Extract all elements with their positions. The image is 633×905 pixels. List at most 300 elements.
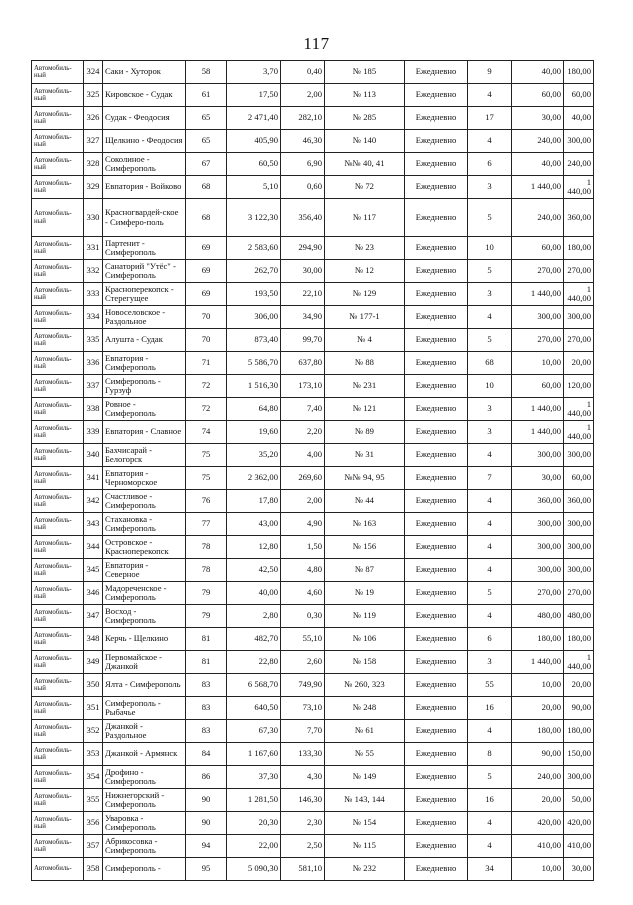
frequency-cell: Ежедневно <box>405 490 468 513</box>
trip-number-cell: № 185 <box>325 61 405 84</box>
amount-cell: 173,10 <box>281 375 325 398</box>
distance-cell: 81 <box>186 651 227 674</box>
cost-cell: 300,00 <box>512 306 564 329</box>
volume-cell: 35,20 <box>227 444 281 467</box>
trip-number-cell: №№ 94, 95 <box>325 467 405 490</box>
amount-cell: 1,50 <box>281 536 325 559</box>
total-cell: 60,00 <box>564 84 594 107</box>
route-name-cell: Судак - Феодосия <box>103 107 186 130</box>
route-name-cell: Алушта - Судак <box>103 329 186 352</box>
trip-number-cell: № 143, 144 <box>325 789 405 812</box>
amount-cell: 4,80 <box>281 559 325 582</box>
quantity-cell: 4 <box>468 306 512 329</box>
cost-cell: 30,00 <box>512 107 564 130</box>
amount-cell: 55,10 <box>281 628 325 651</box>
volume-cell: 405,90 <box>227 130 281 153</box>
row-number-cell: 340 <box>84 444 103 467</box>
volume-cell: 6 568,70 <box>227 674 281 697</box>
frequency-cell: Ежедневно <box>405 329 468 352</box>
row-number-cell: 330 <box>84 199 103 237</box>
volume-cell: 17,80 <box>227 490 281 513</box>
volume-cell: 2 471,40 <box>227 107 281 130</box>
quantity-cell: 55 <box>468 674 512 697</box>
total-cell: 300,00 <box>564 306 594 329</box>
transport-type-cell: Автомобиль-ный <box>32 835 84 858</box>
frequency-cell: Ежедневно <box>405 444 468 467</box>
total-cell: 1 440,00 <box>564 283 594 306</box>
row-number-cell: 324 <box>84 61 103 84</box>
cost-cell: 60,00 <box>512 84 564 107</box>
quantity-cell: 4 <box>468 444 512 467</box>
amount-cell: 749,90 <box>281 674 325 697</box>
cost-cell: 20,00 <box>512 697 564 720</box>
total-cell: 1 440,00 <box>564 176 594 199</box>
frequency-cell: Ежедневно <box>405 812 468 835</box>
frequency-cell: Ежедневно <box>405 306 468 329</box>
quantity-cell: 4 <box>468 490 512 513</box>
route-name-cell: Евпатория - Славное <box>103 421 186 444</box>
trip-number-cell: № 115 <box>325 835 405 858</box>
amount-cell: 269,60 <box>281 467 325 490</box>
volume-cell: 482,70 <box>227 628 281 651</box>
frequency-cell: Ежедневно <box>405 559 468 582</box>
total-cell: 90,00 <box>564 697 594 720</box>
row-number-cell: 336 <box>84 352 103 375</box>
distance-cell: 70 <box>186 329 227 352</box>
routes-table <box>31 60 594 881</box>
transport-type-cell: Автомобиль-ный <box>32 789 84 812</box>
transport-type-cell: Автомобиль-ный <box>32 766 84 789</box>
distance-cell: 81 <box>186 628 227 651</box>
frequency-cell: Ежедневно <box>405 766 468 789</box>
quantity-cell: 4 <box>468 605 512 628</box>
distance-cell: 83 <box>186 674 227 697</box>
volume-cell: 64,80 <box>227 398 281 421</box>
amount-cell: 0,40 <box>281 61 325 84</box>
table-row <box>32 352 594 375</box>
trip-number-cell: № 87 <box>325 559 405 582</box>
transport-type-cell: Автомобиль- <box>32 858 84 881</box>
cost-cell: 300,00 <box>512 513 564 536</box>
quantity-cell: 5 <box>468 329 512 352</box>
trip-number-cell: № 72 <box>325 176 405 199</box>
distance-cell: 69 <box>186 283 227 306</box>
row-number-cell: 352 <box>84 720 103 743</box>
transport-type-cell: Автомобиль-ный <box>32 199 84 237</box>
volume-cell: 5 586,70 <box>227 352 281 375</box>
frequency-cell: Ежедневно <box>405 582 468 605</box>
transport-type-cell: Автомобиль-ный <box>32 651 84 674</box>
route-name-cell: Дрофино - Симферополь <box>103 766 186 789</box>
trip-number-cell: № 31 <box>325 444 405 467</box>
volume-cell: 42,50 <box>227 559 281 582</box>
distance-cell: 90 <box>186 812 227 835</box>
route-name-cell: Партенит - Симферополь <box>103 237 186 260</box>
trip-number-cell: №№ 40, 41 <box>325 153 405 176</box>
total-cell: 300,00 <box>564 559 594 582</box>
transport-type-cell: Автомобиль-ный <box>32 743 84 766</box>
amount-cell: 4,90 <box>281 513 325 536</box>
row-number-cell: 350 <box>84 674 103 697</box>
table-row <box>32 398 594 421</box>
volume-cell: 640,50 <box>227 697 281 720</box>
quantity-cell: 4 <box>468 812 512 835</box>
frequency-cell: Ежедневно <box>405 398 468 421</box>
route-name-cell: Нижнегорский - Симферополь <box>103 789 186 812</box>
distance-cell: 69 <box>186 260 227 283</box>
frequency-cell: Ежедневно <box>405 467 468 490</box>
quantity-cell: 68 <box>468 352 512 375</box>
transport-type-cell: Автомобиль-ный <box>32 352 84 375</box>
route-name-cell: Соколиное - Симферополь <box>103 153 186 176</box>
row-number-cell: 357 <box>84 835 103 858</box>
volume-cell: 22,00 <box>227 835 281 858</box>
total-cell: 150,00 <box>564 743 594 766</box>
volume-cell: 40,00 <box>227 582 281 605</box>
trip-number-cell: № 106 <box>325 628 405 651</box>
total-cell: 180,00 <box>564 61 594 84</box>
trip-number-cell: № 121 <box>325 398 405 421</box>
trip-number-cell: № 232 <box>325 858 405 881</box>
quantity-cell: 6 <box>468 153 512 176</box>
total-cell: 270,00 <box>564 260 594 283</box>
amount-cell: 146,30 <box>281 789 325 812</box>
row-number-cell: 345 <box>84 559 103 582</box>
transport-type-cell: Автомобиль-ный <box>32 582 84 605</box>
volume-cell: 3 122,30 <box>227 199 281 237</box>
quantity-cell: 4 <box>468 835 512 858</box>
total-cell: 20,00 <box>564 352 594 375</box>
transport-type-cell: Автомобиль-ный <box>32 329 84 352</box>
route-name-cell: Ровное - Симферополь <box>103 398 186 421</box>
transport-type-cell: Автомобиль-ный <box>32 605 84 628</box>
trip-number-cell: № 177-1 <box>325 306 405 329</box>
table-row <box>32 743 594 766</box>
row-number-cell: 333 <box>84 283 103 306</box>
amount-cell: 6,90 <box>281 153 325 176</box>
frequency-cell: Ежедневно <box>405 375 468 398</box>
cost-cell: 360,00 <box>512 490 564 513</box>
row-number-cell: 341 <box>84 467 103 490</box>
amount-cell: 282,10 <box>281 107 325 130</box>
frequency-cell: Ежедневно <box>405 674 468 697</box>
amount-cell: 2,20 <box>281 421 325 444</box>
distance-cell: 79 <box>186 582 227 605</box>
route-name-cell: Керчь - Щелкино <box>103 628 186 651</box>
cost-cell: 240,00 <box>512 766 564 789</box>
transport-type-cell: Автомобиль-ный <box>32 107 84 130</box>
trip-number-cell: № 154 <box>325 812 405 835</box>
transport-type-cell: Автомобиль-ный <box>32 237 84 260</box>
volume-cell: 262,70 <box>227 260 281 283</box>
amount-cell: 73,10 <box>281 697 325 720</box>
row-number-cell: 331 <box>84 237 103 260</box>
route-name-cell: Новоселовское - Раздольное <box>103 306 186 329</box>
quantity-cell: 4 <box>468 559 512 582</box>
quantity-cell: 3 <box>468 398 512 421</box>
total-cell: 270,00 <box>564 329 594 352</box>
frequency-cell: Ежедневно <box>405 153 468 176</box>
transport-type-cell: Автомобиль-ный <box>32 490 84 513</box>
volume-cell: 2 583,60 <box>227 237 281 260</box>
route-name-cell: Симферополь - <box>103 858 186 881</box>
row-number-cell: 355 <box>84 789 103 812</box>
amount-cell: 99,70 <box>281 329 325 352</box>
distance-cell: 94 <box>186 835 227 858</box>
transport-type-cell: Автомобиль-ный <box>32 697 84 720</box>
cost-cell: 20,00 <box>512 789 564 812</box>
page-number: 117 <box>303 34 330 53</box>
transport-type-cell: Автомобиль-ный <box>32 398 84 421</box>
quantity-cell: 4 <box>468 513 512 536</box>
cost-cell: 1 440,00 <box>512 421 564 444</box>
route-name-cell: Евпатория - Войково <box>103 176 186 199</box>
row-number-cell: 349 <box>84 651 103 674</box>
table-row <box>32 812 594 835</box>
table-row <box>32 84 594 107</box>
distance-cell: 74 <box>186 421 227 444</box>
amount-cell: 637,80 <box>281 352 325 375</box>
quantity-cell: 16 <box>468 789 512 812</box>
quantity-cell: 5 <box>468 199 512 237</box>
table-row <box>32 237 594 260</box>
distance-cell: 90 <box>186 789 227 812</box>
row-number-cell: 347 <box>84 605 103 628</box>
frequency-cell: Ежедневно <box>405 176 468 199</box>
quantity-cell: 5 <box>468 582 512 605</box>
distance-cell: 83 <box>186 720 227 743</box>
trip-number-cell: № 4 <box>325 329 405 352</box>
transport-type-cell: Автомобиль-ный <box>32 513 84 536</box>
frequency-cell: Ежедневно <box>405 237 468 260</box>
frequency-cell: Ежедневно <box>405 84 468 107</box>
quantity-cell: 8 <box>468 743 512 766</box>
table-row <box>32 559 594 582</box>
amount-cell: 2,00 <box>281 84 325 107</box>
volume-cell: 306,00 <box>227 306 281 329</box>
row-number-cell: 338 <box>84 398 103 421</box>
trip-number-cell: № 119 <box>325 605 405 628</box>
volume-cell: 5 090,30 <box>227 858 281 881</box>
cost-cell: 1 440,00 <box>512 176 564 199</box>
distance-cell: 95 <box>186 858 227 881</box>
table-row <box>32 582 594 605</box>
table-row <box>32 858 594 881</box>
cost-cell: 270,00 <box>512 260 564 283</box>
row-number-cell: 358 <box>84 858 103 881</box>
table-row <box>32 153 594 176</box>
distance-cell: 78 <box>186 559 227 582</box>
frequency-cell: Ежедневно <box>405 651 468 674</box>
table-row <box>32 130 594 153</box>
amount-cell: 294,90 <box>281 237 325 260</box>
volume-cell: 17,50 <box>227 84 281 107</box>
table-row <box>32 835 594 858</box>
table-row <box>32 766 594 789</box>
amount-cell: 2,00 <box>281 490 325 513</box>
table-row <box>32 329 594 352</box>
amount-cell: 4,00 <box>281 444 325 467</box>
trip-number-cell: № 248 <box>325 697 405 720</box>
quantity-cell: 17 <box>468 107 512 130</box>
table-row <box>32 199 594 237</box>
transport-type-cell: Автомобиль-ный <box>32 130 84 153</box>
table-row <box>32 467 594 490</box>
row-number-cell: 351 <box>84 697 103 720</box>
row-number-cell: 348 <box>84 628 103 651</box>
transport-type-cell: Автомобиль-ный <box>32 628 84 651</box>
row-number-cell: 344 <box>84 536 103 559</box>
table-row <box>32 260 594 283</box>
volume-cell: 1 167,60 <box>227 743 281 766</box>
trip-number-cell: № 88 <box>325 352 405 375</box>
row-number-cell: 337 <box>84 375 103 398</box>
cost-cell: 300,00 <box>512 536 564 559</box>
quantity-cell: 16 <box>468 697 512 720</box>
distance-cell: 71 <box>186 352 227 375</box>
cost-cell: 10,00 <box>512 858 564 881</box>
distance-cell: 83 <box>186 697 227 720</box>
transport-type-cell: Автомобиль-ный <box>32 84 84 107</box>
route-name-cell: Первомайское - Джанкой <box>103 651 186 674</box>
table-row <box>32 536 594 559</box>
route-name-cell: Евпатория - Северное <box>103 559 186 582</box>
amount-cell: 7,70 <box>281 720 325 743</box>
trip-number-cell: № 285 <box>325 107 405 130</box>
frequency-cell: Ежедневно <box>405 283 468 306</box>
amount-cell: 2,30 <box>281 812 325 835</box>
trip-number-cell: № 19 <box>325 582 405 605</box>
row-number-cell: 353 <box>84 743 103 766</box>
distance-cell: 72 <box>186 398 227 421</box>
quantity-cell: 3 <box>468 283 512 306</box>
table-row <box>32 490 594 513</box>
volume-cell: 5,10 <box>227 176 281 199</box>
total-cell: 20,00 <box>564 674 594 697</box>
volume-cell: 12,80 <box>227 536 281 559</box>
frequency-cell: Ежедневно <box>405 513 468 536</box>
quantity-cell: 5 <box>468 260 512 283</box>
route-name-cell: Бахчисарай - Белогорск <box>103 444 186 467</box>
frequency-cell: Ежедневно <box>405 835 468 858</box>
volume-cell: 2 362,00 <box>227 467 281 490</box>
distance-cell: 78 <box>186 536 227 559</box>
route-name-cell: Симферополь - Рыбачье <box>103 697 186 720</box>
row-number-cell: 339 <box>84 421 103 444</box>
distance-cell: 68 <box>186 199 227 237</box>
amount-cell: 2,60 <box>281 651 325 674</box>
cost-cell: 1 440,00 <box>512 398 564 421</box>
amount-cell: 581,10 <box>281 858 325 881</box>
amount-cell: 2,50 <box>281 835 325 858</box>
frequency-cell: Ежедневно <box>405 628 468 651</box>
frequency-cell: Ежедневно <box>405 130 468 153</box>
quantity-cell: 4 <box>468 536 512 559</box>
frequency-cell: Ежедневно <box>405 260 468 283</box>
volume-cell: 1 281,50 <box>227 789 281 812</box>
table-row <box>32 306 594 329</box>
total-cell: 270,00 <box>564 582 594 605</box>
volume-cell: 37,30 <box>227 766 281 789</box>
route-name-cell: Джанкой - Раздольное <box>103 720 186 743</box>
transport-type-cell: Автомобиль-ный <box>32 674 84 697</box>
amount-cell: 30,00 <box>281 260 325 283</box>
total-cell: 50,00 <box>564 789 594 812</box>
table-row <box>32 61 594 84</box>
row-number-cell: 334 <box>84 306 103 329</box>
trip-number-cell: № 117 <box>325 199 405 237</box>
quantity-cell: 3 <box>468 176 512 199</box>
cost-cell: 40,00 <box>512 153 564 176</box>
route-name-cell: Санаторий "Утёс" - Симферополь <box>103 260 186 283</box>
total-cell: 40,00 <box>564 107 594 130</box>
row-number-cell: 328 <box>84 153 103 176</box>
volume-cell: 3,70 <box>227 61 281 84</box>
distance-cell: 86 <box>186 766 227 789</box>
row-number-cell: 332 <box>84 260 103 283</box>
total-cell: 360,00 <box>564 199 594 237</box>
row-number-cell: 342 <box>84 490 103 513</box>
trip-number-cell: № 156 <box>325 536 405 559</box>
cost-cell: 300,00 <box>512 444 564 467</box>
row-number-cell: 325 <box>84 84 103 107</box>
amount-cell: 133,30 <box>281 743 325 766</box>
quantity-cell: 4 <box>468 720 512 743</box>
transport-type-cell: Автомобиль-ный <box>32 306 84 329</box>
frequency-cell: Ежедневно <box>405 697 468 720</box>
trip-number-cell: № 158 <box>325 651 405 674</box>
trip-number-cell: № 23 <box>325 237 405 260</box>
total-cell: 180,00 <box>564 237 594 260</box>
volume-cell: 43,00 <box>227 513 281 536</box>
distance-cell: 75 <box>186 444 227 467</box>
volume-cell: 2,80 <box>227 605 281 628</box>
cost-cell: 60,00 <box>512 375 564 398</box>
distance-cell: 68 <box>186 176 227 199</box>
distance-cell: 65 <box>186 107 227 130</box>
route-name-cell: Абрикосовка - Симферополь <box>103 835 186 858</box>
route-name-cell: Симферополь - Гурзуф <box>103 375 186 398</box>
table-row <box>32 176 594 199</box>
amount-cell: 4,30 <box>281 766 325 789</box>
quantity-cell: 5 <box>468 766 512 789</box>
total-cell: 180,00 <box>564 720 594 743</box>
route-name-cell: Ялта - Симферополь <box>103 674 186 697</box>
route-name-cell: Восход - Симферополь <box>103 605 186 628</box>
route-name-cell: Красногвардей-ское - Симферо-поль <box>103 199 186 237</box>
cost-cell: 60,00 <box>512 237 564 260</box>
cost-cell: 10,00 <box>512 674 564 697</box>
transport-type-cell: Автомобиль-ный <box>32 720 84 743</box>
amount-cell: 46,30 <box>281 130 325 153</box>
row-number-cell: 356 <box>84 812 103 835</box>
trip-number-cell: № 61 <box>325 720 405 743</box>
trip-number-cell: № 44 <box>325 490 405 513</box>
table-row <box>32 651 594 674</box>
total-cell: 480,00 <box>564 605 594 628</box>
transport-type-cell: Автомобиль-ный <box>32 421 84 444</box>
table-row <box>32 628 594 651</box>
frequency-cell: Ежедневно <box>405 720 468 743</box>
volume-cell: 873,40 <box>227 329 281 352</box>
total-cell: 300,00 <box>564 536 594 559</box>
distance-cell: 72 <box>186 375 227 398</box>
distance-cell: 84 <box>186 743 227 766</box>
trip-number-cell: № 149 <box>325 766 405 789</box>
transport-type-cell: Автомобиль-ный <box>32 559 84 582</box>
frequency-cell: Ежедневно <box>405 421 468 444</box>
total-cell: 360,00 <box>564 490 594 513</box>
